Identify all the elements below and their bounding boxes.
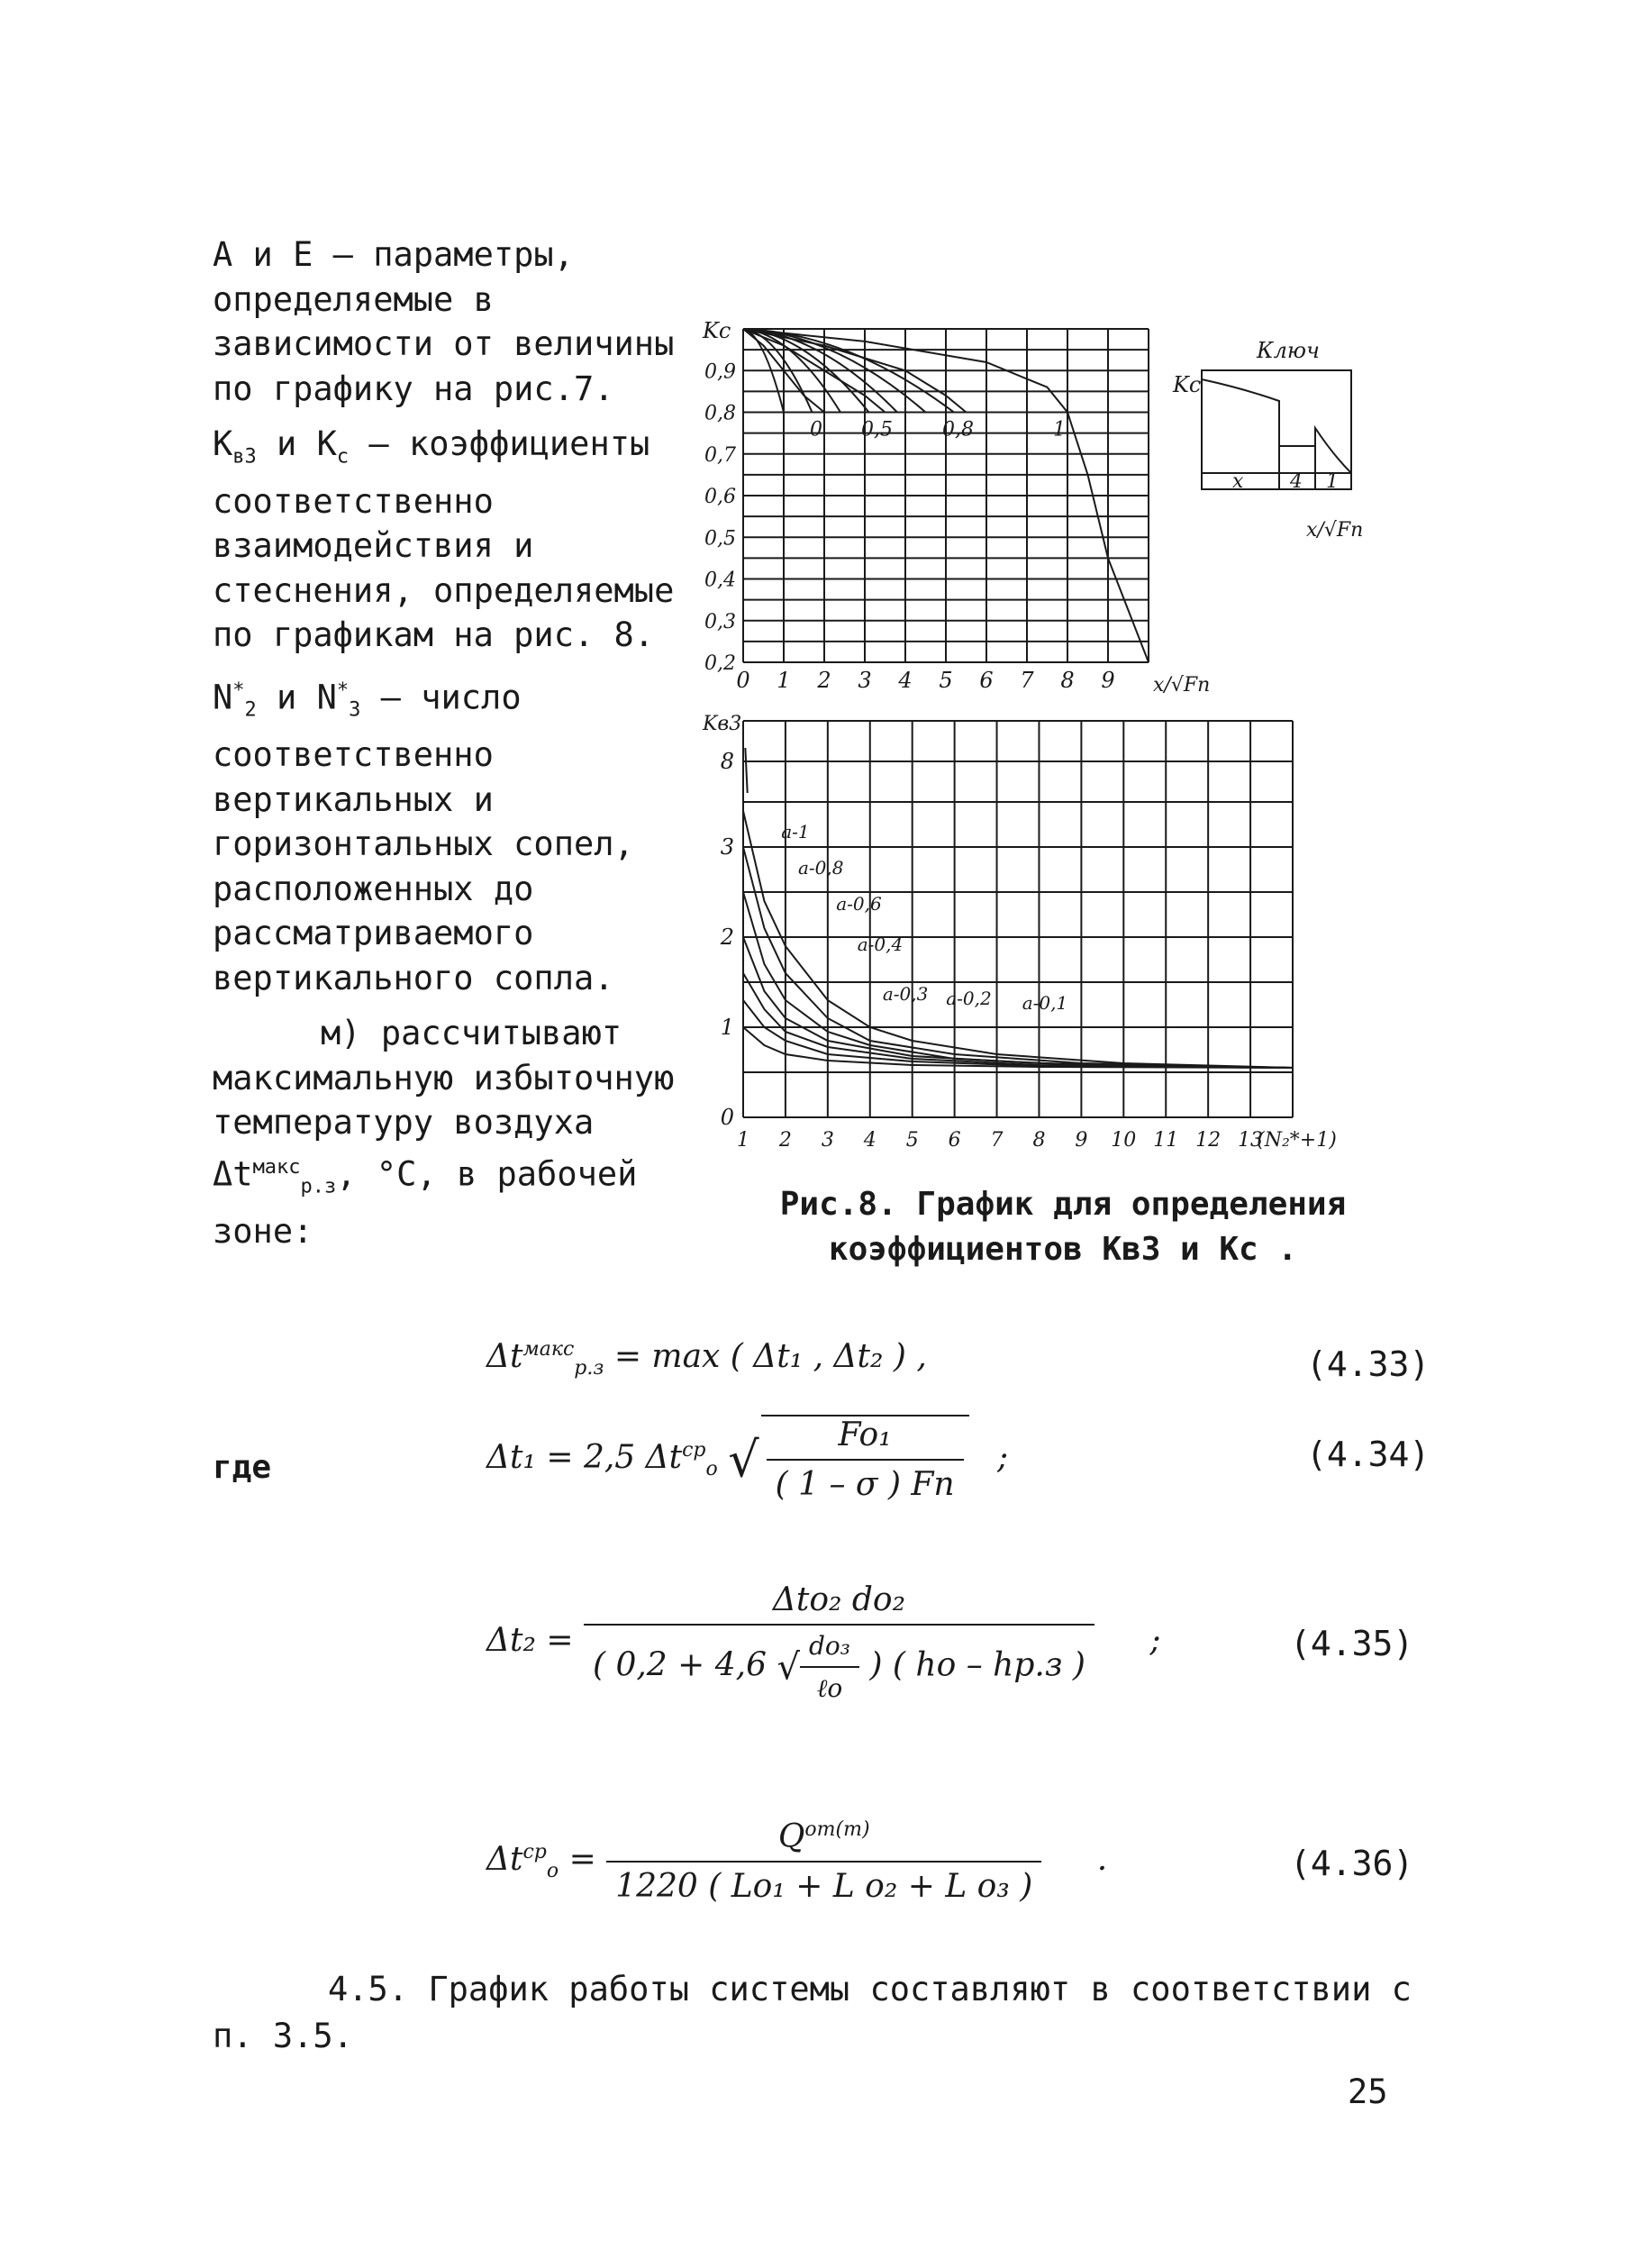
kc-curve-label: 0 xyxy=(810,418,822,442)
kc-x-tick: 0 xyxy=(736,668,750,693)
kv-x-tick: 4 xyxy=(863,1129,876,1152)
kv-x-tick: 11 xyxy=(1153,1129,1179,1152)
equation-number-4-34: (4.34) xyxy=(1306,1435,1431,1474)
caption-line-1: Рис.8. График для определения xyxy=(779,1186,1347,1223)
key-seg-x: x xyxy=(1232,470,1244,493)
delta-t-superscript: макс xyxy=(252,1155,301,1179)
kc-curve-label: 0,5 xyxy=(861,418,893,442)
kv-x-tick: 9 xyxy=(1075,1129,1088,1152)
key-seg-1: 1 xyxy=(1326,470,1339,493)
kc-y-tick: 0,5 xyxy=(704,527,736,551)
equation-number-4-33: (4.33) xyxy=(1306,1344,1431,1384)
caption-line-2: коэффициентов Kв3 и Kc . xyxy=(828,1231,1298,1268)
kv-series-curve xyxy=(743,892,1293,1068)
page-number: 25 xyxy=(1348,2072,1388,2111)
equation-4-35: Δt₂ = Δto₂ do₂ ( 0,2 + 4,6 √ $\frac{\text{do₃}}{\text{ℓo}}$ ) ( ho – hр.з ) ; xyxy=(486,1581,1161,1703)
equation-4-36: $\Delta t^{ср}_o$ = $\frac{Q^{от(т)}}{\text{1220 ( Lo₁ + L o₂ + L o₃ )}}$ . xyxy=(486,1818,1108,1905)
kv-curve-label: a-0,3 xyxy=(882,983,929,1005)
kv-x-tick: 5 xyxy=(905,1129,919,1152)
coeff-description: – коэффициенты соответственно взаимодействия и стеснения, определяемые по графикам на рис. 8. xyxy=(213,424,675,655)
kv-x-tick: 10 xyxy=(1111,1129,1137,1152)
kv3-subscript: в3 xyxy=(232,445,257,469)
param-ae-text: А и Е – параметры, определяемые в зависимости от величины по графику на рис.7. xyxy=(213,235,675,408)
kc-subscript: c xyxy=(336,445,350,469)
kv-x-tick: 2 xyxy=(778,1129,792,1152)
where-label: где xyxy=(213,1449,272,1486)
equation-4-33: $\Delta t^{макс}_{р.з} = \max$ ( Δt₁ , Δt₂ ) , xyxy=(486,1338,927,1380)
kc-xlabel: x/√Fп xyxy=(1153,674,1211,697)
n2-subscript: 2 xyxy=(244,698,257,722)
section-4-5-paragraph: 4.5. График работы системы составляют в соответствии с п. 3.5. xyxy=(213,1970,1412,2055)
equation-number-4-36: (4.36) xyxy=(1290,1844,1414,1883)
delta-t-symbol: Δt xyxy=(213,1153,253,1193)
kc-x-tick: 1 xyxy=(777,668,791,693)
kc-curve-label: 1 xyxy=(1053,418,1066,442)
n3-symbol: N xyxy=(316,678,337,717)
n2-superscript: * xyxy=(232,679,245,702)
kv3-symbol: K xyxy=(213,424,233,463)
kc-y-tick: 0,7 xyxy=(704,443,736,467)
kc-x-tick: 9 xyxy=(1101,668,1115,693)
nozzles-text xyxy=(213,669,677,1000)
kv-ylabel: Kв3 xyxy=(703,713,742,735)
kc-y-tick: 0,9 xyxy=(704,360,736,384)
nozzles-description: – число соответственно вертикальных и горизонтальных сопел, расположенных до рассматриваемого вертикального сопла. xyxy=(213,678,634,997)
left-text-column xyxy=(213,232,677,1264)
kv-x-tick: 6 xyxy=(948,1129,961,1152)
kc-y-tick: 0,2 xyxy=(704,652,736,675)
kv-curve-label: a-0,1 xyxy=(1022,992,1068,1014)
kc-x-tick: 7 xyxy=(1020,668,1034,693)
kc-x-tick: 3 xyxy=(858,668,872,693)
kc-x-tick: 6 xyxy=(979,668,994,693)
step-m-description: м) рассчитывают максимальную избыточную температуру воздуха xyxy=(213,1014,675,1143)
key-seg-4: 4 xyxy=(1290,470,1303,493)
kv-y-tick: 1 xyxy=(720,1015,734,1040)
step-m-text xyxy=(213,1011,677,1253)
kc-x-tick: 2 xyxy=(817,668,831,693)
kv-x-tick: 3 xyxy=(821,1129,834,1152)
kv-y-tick: 8 xyxy=(720,749,734,774)
kc-y-tick: 0,4 xyxy=(704,569,736,592)
kv-series-curve xyxy=(743,937,1293,1068)
kv-curve-label: a-0,4 xyxy=(857,934,904,955)
kc-x-tick: 8 xyxy=(1060,668,1075,693)
kc-curve-label: 0,8 xyxy=(942,418,974,442)
kv-series-curve xyxy=(743,1000,1293,1068)
conjunction: и xyxy=(256,678,317,717)
kv-curve-label: a-1 xyxy=(781,821,810,843)
kv-x-tick: 1 xyxy=(737,1129,749,1152)
kv-y-tick: 2 xyxy=(720,925,734,950)
key-curve xyxy=(1202,379,1351,473)
figure-caption xyxy=(739,1182,1387,1272)
step-m-tail: , °С, в рабочей зоне: xyxy=(213,1153,638,1251)
kc-y-tick: 0,3 xyxy=(704,610,736,633)
kc-x-tick: 4 xyxy=(898,668,913,693)
kv-y-tick: 3 xyxy=(720,834,734,860)
kv-high-segment xyxy=(745,748,747,793)
kv-series-curve xyxy=(743,847,1293,1068)
kc-y-tick: 0,8 xyxy=(704,402,736,425)
n2-symbol: N xyxy=(213,678,233,717)
kv-x-tick: 7 xyxy=(990,1129,1004,1152)
kc-ylabel: Kc xyxy=(703,318,731,343)
coeff-text xyxy=(213,422,677,658)
kv3-chart xyxy=(694,703,1342,1171)
key-ylabel: Kc xyxy=(1173,372,1202,397)
kc-symbol: K xyxy=(316,424,337,463)
kc-x-tick: 5 xyxy=(939,668,953,693)
equation-number-4-35: (4.35) xyxy=(1290,1624,1414,1663)
n3-superscript: * xyxy=(336,679,350,702)
key-xlabel: x/√Fп xyxy=(1306,519,1364,542)
n3-subscript: 3 xyxy=(349,698,361,722)
kc-chart xyxy=(694,311,1211,716)
kv-x-tick: 13 xyxy=(1238,1129,1264,1152)
conjunction: и xyxy=(256,424,317,463)
kv-curve-label: a-0,8 xyxy=(798,857,844,879)
delta-t-subscript: р.з xyxy=(300,1175,337,1198)
kc-y-tick: 0,6 xyxy=(704,486,736,508)
kv-xlabel: (N₂*+1) xyxy=(1257,1129,1337,1152)
kv-curve-label: a-0,2 xyxy=(946,988,992,1009)
equation-4-34: Δt₁ = 2,5 $\Delta t^{ср}_o$ √ $\frac{\text{Fo₁}}{( 1 - \sigma ) Fп}$ ; xyxy=(486,1416,1009,1503)
kv-x-tick: 12 xyxy=(1195,1129,1222,1152)
kv-y-tick: 0 xyxy=(720,1105,734,1130)
kv-x-tick: 8 xyxy=(1032,1129,1046,1152)
key-title: Ключ xyxy=(1257,338,1320,363)
kv-curve-label: a-0,6 xyxy=(836,893,882,915)
key-diagram xyxy=(1171,338,1378,572)
